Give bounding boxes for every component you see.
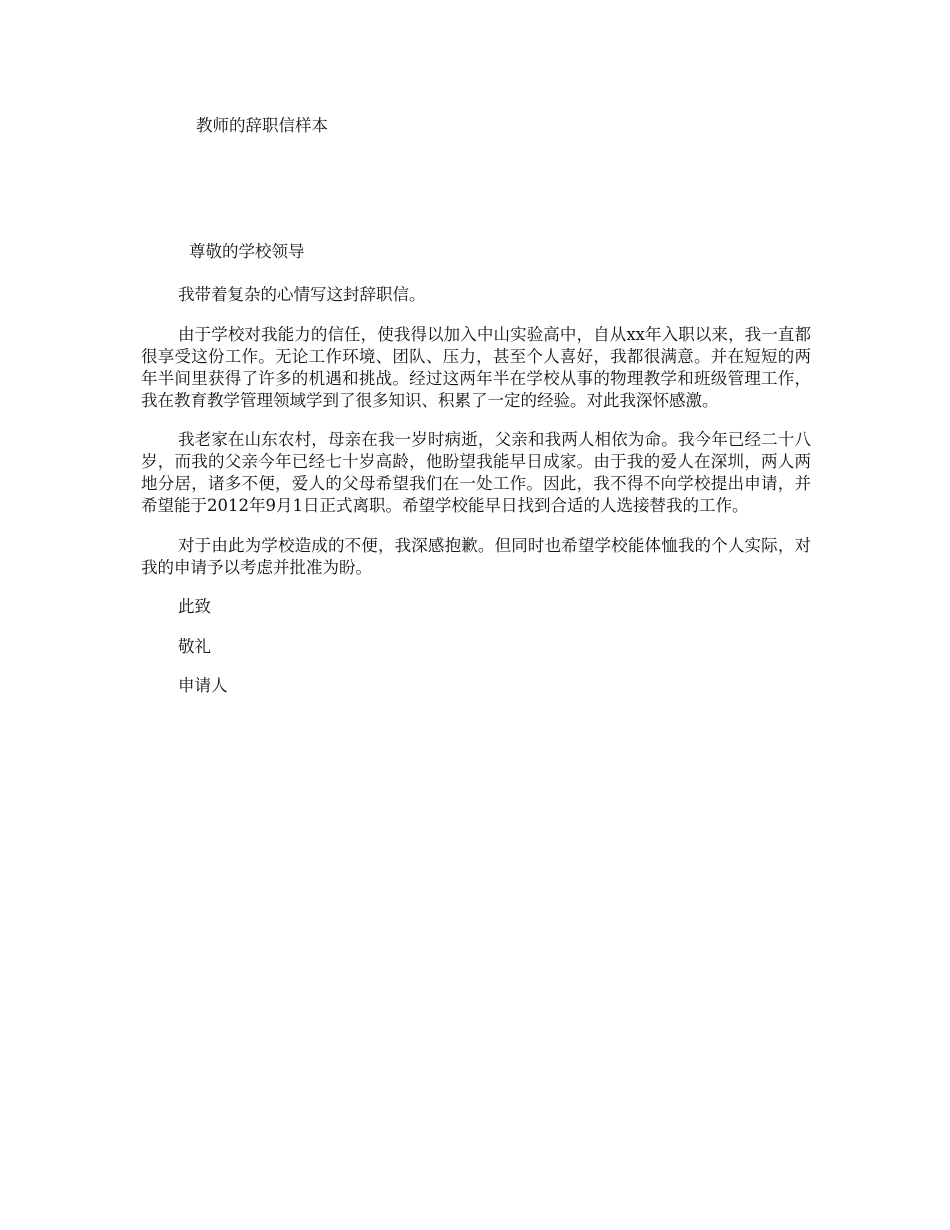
salutation: 尊敬的学校领导 bbox=[189, 242, 305, 261]
paragraph-reason: 我老家在山东农村，母亲在我一岁时病逝，父亲和我两人相依为命。我今年已经二十八岁，而我的父亲今年已经七十岁高龄，他盼望我能早日成家。由于我的爱人在深圳，两人两地分居，诸多不便，爱人的父母希望我们在一处工作。因此，我不得不向学校提出申请，并希望能于2012年9月1日正式离职。希望学校能早日找到合适的人选接替我的工作。 bbox=[141, 430, 811, 515]
paragraph-opening: 我带着复杂的心情写这封辞职信。 bbox=[178, 285, 426, 304]
paragraph-apology: 对于由此为学校造成的不便，我深感抱歉。但同时也希望学校能体恤我的个人实际，对我的申请予以考虑并批准为盼。 bbox=[141, 535, 811, 577]
document-title: 教师的辞职信样本 bbox=[196, 116, 328, 135]
signature-label: 申请人 bbox=[178, 676, 228, 695]
letter-body bbox=[141, 284, 811, 715]
regards-text: 敬礼 bbox=[178, 636, 211, 656]
paragraph-gratitude: 由于学校对我能力的信任，使我得以加入中山实验高中，自从xx年入职以来，我一直都很享受这份工作。无论工作环境、团队、压力，甚至个人喜好，我都很满意。并在短短的两年半间里获得了许多的机遇和挑战。经过这两年半在学校从事的物理教学和班级管理工作，我在教育教学管理领域学到了很多知识、积累了一定的经验。对此我深怀感激。 bbox=[141, 324, 811, 410]
closing-text: 此致 bbox=[178, 597, 211, 616]
